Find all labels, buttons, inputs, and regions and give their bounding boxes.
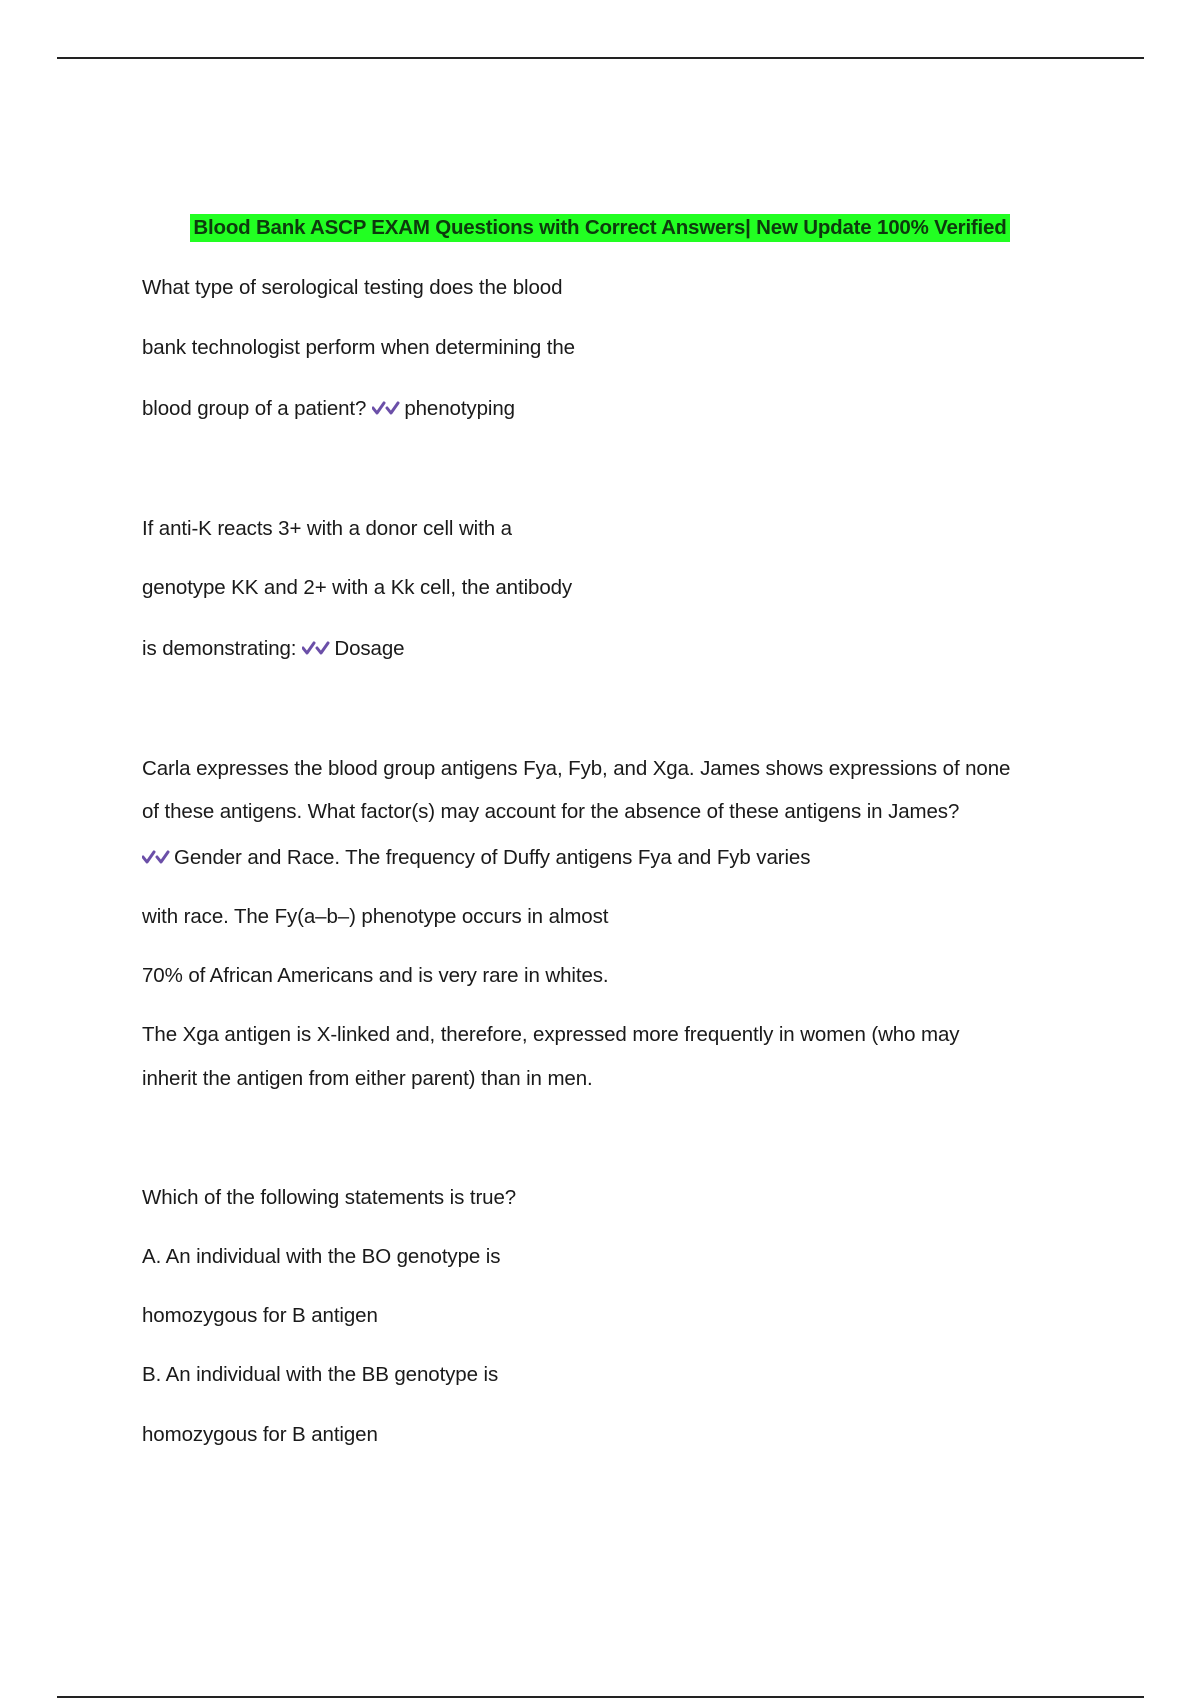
q1-line-2: bank technologist perform when determining the <box>142 336 575 359</box>
q3-answer-line-1 <box>142 846 810 873</box>
q3-answer-line-5: inherit the antigen from either parent) than in men. <box>142 1067 593 1090</box>
q1-text: blood group of a patient? <box>142 397 367 420</box>
q4-option-b-line-1: B. An individual with the BB genotype is <box>142 1363 499 1386</box>
header-rule <box>57 57 1144 59</box>
q3-answer-line-4: The Xga antigen is X-linked and, therefore, expressed more frequently in women (who may <box>142 1023 960 1046</box>
title-block <box>0 214 1200 242</box>
q1-line-1: What type of serological testing does the blood <box>142 276 563 299</box>
q1-line-3 <box>142 397 515 424</box>
q4-option-a-line-1: A. An individual with the BO genotype is <box>142 1245 501 1268</box>
q4-option-b-line-2: homozygous for B antigen <box>142 1423 378 1446</box>
footer-rule <box>57 1696 1144 1698</box>
q2-text: is demonstrating: <box>142 637 297 660</box>
q2-line-1: If anti-K reacts 3+ with a donor cell with a <box>142 517 512 540</box>
q2-answer: Dosage <box>334 637 405 660</box>
document-title: Blood Bank ASCP EXAM Questions with Correct Answers| New Update 100% Verified <box>190 214 1009 242</box>
q3-answer: Gender and Race. The frequency of Duffy antigens Fya and Fyb varies <box>174 846 811 869</box>
q4-option-a-line-2: homozygous for B antigen <box>142 1304 378 1327</box>
q2-line-2: genotype KK and 2+ with a Kk cell, the antibody <box>142 576 573 599</box>
q3-answer-line-2: with race. The Fy(a–b–) phenotype occurs in almost <box>142 905 609 928</box>
q2-line-3 <box>142 637 404 664</box>
double-check-icon <box>142 847 170 873</box>
double-check-icon <box>372 398 400 424</box>
double-check-icon <box>302 638 330 664</box>
q3-answer-line-3: 70% of African Americans and is very rare in whites. <box>142 964 609 987</box>
q3-line-1: Carla expresses the blood group antigens Fya, Fyb, and Xga. James shows expressions of none <box>142 757 1011 780</box>
q3-line-2: of these antigens. What factor(s) may account for the absence of these antigens in James? <box>142 800 960 823</box>
q4-line-1: Which of the following statements is true? <box>142 1186 517 1209</box>
q1-answer: phenotyping <box>404 397 515 420</box>
